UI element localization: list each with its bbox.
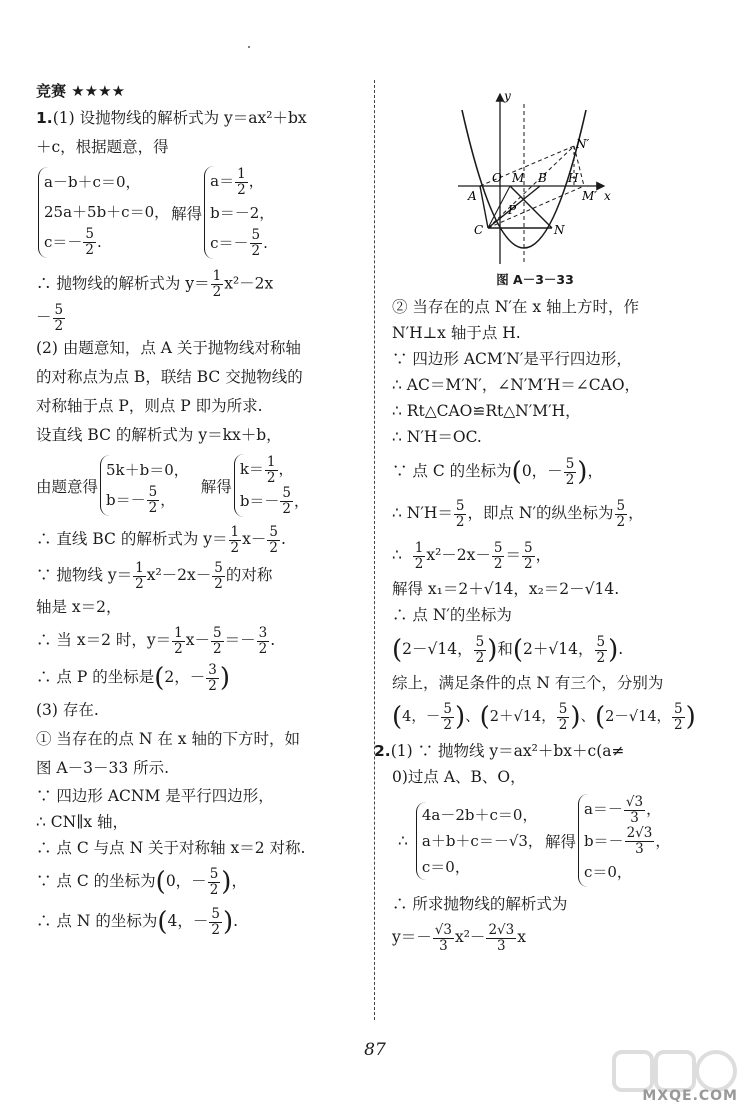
r-line-3: ∵ 四边形 ACM′N′是平行四边形， <box>392 350 632 368</box>
dashed-cn-prime <box>488 146 574 228</box>
r-np-coords: (2－√14， $\frac{5}{2}$ )和(2＋√14， $\frac{5}{2}$ ). <box>392 633 624 666</box>
part3-line-1: (3) 存在. <box>36 701 99 719</box>
label-m-prime: M′ <box>582 189 598 203</box>
parabola-figure <box>392 86 718 276</box>
part3-line-5: ∴ CN∥x 轴， <box>36 813 129 831</box>
figure-caption: 图 A－3－33 <box>496 272 574 287</box>
q1-line-1: 1.(1) 设抛物线的解析式为 y＝ax²＋bx <box>36 109 307 127</box>
column-divider <box>374 80 375 1020</box>
r-line-5: ∴ Rt△CAO≌Rt△N′M′H， <box>392 402 581 420</box>
dashed-cm-prime <box>488 186 584 228</box>
parabola-result: ∴ 抛物线的解析式为 y＝ $\frac{1}{2}$ x²－2x <box>36 268 274 300</box>
equation-system-1 <box>36 162 366 263</box>
r-summary: 综上，满足条件的点 N 有三个，分别为 <box>392 674 664 692</box>
segment-cm <box>488 186 510 228</box>
r-line-2: N′H⊥x 轴于点 H. <box>392 324 521 342</box>
r-solve: 解得 x₁＝2＋√14，x₂＝2－√14. <box>392 580 620 598</box>
label-b: B <box>538 171 547 185</box>
label-n-prime: N′ <box>576 137 590 151</box>
parabola-diagram <box>392 86 718 276</box>
part3-line-3: 图 A－3－33 所示. <box>36 759 170 777</box>
r-point-c: ∵ 点 C 的坐标为(0，－ $\frac{5}{2}$ )， <box>392 455 603 488</box>
solve-word: 解得 <box>171 204 203 223</box>
section-heading: 竞赛 ★★★★ <box>36 82 126 100</box>
r-equation: ∴ $\frac{1}{2}$ x²－2x－ $\frac{5}{2}$ ＝ $\frac{5}{2}$ ， <box>392 539 552 572</box>
part2-line-1: (2) 由题意知，点 A 关于抛物线对称轴 <box>36 339 301 357</box>
part3-line-4: ∵ 四边形 ACNM 是平行四边形， <box>36 787 274 805</box>
r-line-1: ② 当存在的点 N′在 x 轴上方时，作 <box>392 298 640 316</box>
r-line-6: ∴ N′H＝OC. <box>392 428 482 446</box>
part2-line-2: 的对称点为点 B，联结 BC 交抛物线的 <box>36 368 303 386</box>
left-column <box>36 78 366 941</box>
x2-line: ∴ 当 x＝2 时，y＝ $\frac{1}{2}$ x－ $\frac{5}{2}$ ＝－ $\frac{3}{2}$ . <box>36 624 276 657</box>
q2-result-label: ∴ 所求抛物线的解析式为 <box>392 895 568 913</box>
label-o: O <box>492 171 502 185</box>
label-p: P <box>508 203 517 217</box>
label-h: H <box>568 171 579 185</box>
axis-line-cont: 轴是 x＝2， <box>36 598 122 616</box>
part2-line-4: 设直线 BC 的解析式为 y＝kx＋b， <box>36 426 282 444</box>
r-nh-line: ∴ N′H＝ $\frac{5}{2}$ ，即点 N′的纵坐标为 $\frac{5}{2}$ ， <box>392 497 644 530</box>
point-n-line: ∴ 点 N 的坐标为(4，－ $\frac{5}{2}$ ). <box>36 905 239 938</box>
part3-line-6: ∴ 点 C 与点 N 关于对称轴 x＝2 对称. <box>36 839 306 857</box>
q2-line-2: 0)过点 A、B、O， <box>392 768 526 786</box>
r-line-4: ∴ AC＝M′N′，∠N′M′H＝∠CAO， <box>392 376 641 394</box>
label-a: A <box>468 189 477 203</box>
equation-system-2: 由题意得 5k＋b＝0， b＝－ $\frac{5}{2}$ ， 解得 k＝ $\frac{1}{2}$ ， b＝－ $\frac{5}{2}$ ， <box>36 453 310 517</box>
part3-line-2: ① 当存在的点 N 在 x 轴的下方时，如 <box>36 730 300 748</box>
system-solution: a＝ $\frac{1}{2}$ ， b＝－2， c＝－ $\frac{5}{2}$ . <box>204 166 274 259</box>
part2-line-3: 对称轴于点 P，则点 P 即为所求. <box>36 397 263 415</box>
page-number: 87 <box>364 1040 386 1060</box>
system-left: a－b＋c＝0， 25a＋5b＋c＝0， c＝－ $\frac{5}{2}$ . <box>38 167 169 259</box>
label-y: y <box>504 89 511 103</box>
speck <box>248 46 250 48</box>
label-m: M <box>512 171 525 185</box>
axis-line: ∵ 抛物线 y＝ $\frac{1}{2}$ x²－2x－ $\frac{5}{2}$ 的对称 <box>36 559 273 592</box>
q2-result: y＝－ $\frac{√3}{3}$ x²－ $\frac{2√3}{3}$ x <box>392 921 526 954</box>
right-column <box>374 86 718 957</box>
label-x: x <box>604 189 611 203</box>
equation-system-3: ∴ 4a－2b＋c＝0， a＋b＋c＝－√3， c＝0， 解得 a＝－ $\frac{√3}{3}$ ， b＝－ $\frac{2√3}{3}$ ， c＝0， <box>392 790 718 891</box>
parabola-result-cont: － $\frac{5}{2}$ <box>36 301 64 334</box>
segment-mn <box>510 186 552 228</box>
watermark-text: MXQE.COM <box>642 1088 738 1104</box>
label-c: C <box>474 223 484 237</box>
point-p-line: ∴ 点 P 的坐标是(2，－ $\frac{3}{2}$ ) <box>36 661 230 694</box>
label-n: N <box>554 223 565 237</box>
r-point-np: ∴ 点 N′的坐标为 <box>392 606 512 624</box>
r-summary-points: (4，－ $\frac{5}{2}$ )、(2＋√14， $\frac{5}{2}$ )、(2－√14， $\frac{5}{2}$ ) <box>392 700 696 733</box>
point-c-line: ∵ 点 C 的坐标为(0，－ $\frac{5}{2}$ )， <box>36 865 247 898</box>
line-bc-result: ∴ 直线 BC 的解析式为 y＝ $\frac{1}{2}$ x－ $\frac{5}{2}$ . <box>36 523 286 556</box>
q2-line-1: 2.(1) ∵ 抛物线 y＝ax²＋bx＋c(a≠ <box>374 742 625 760</box>
q1-line-2: ＋c，根据题意，得 <box>36 138 169 156</box>
